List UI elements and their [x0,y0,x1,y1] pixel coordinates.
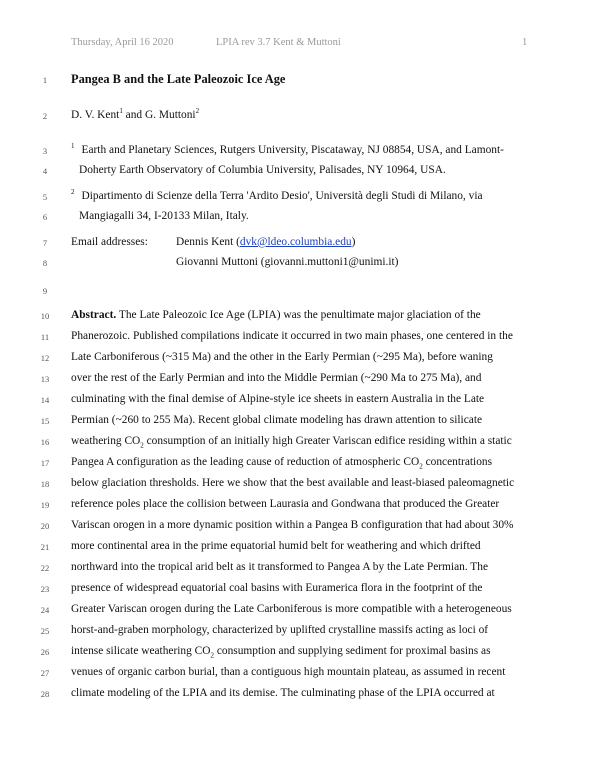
email-label: Email addresses: [71,236,148,248]
text-segment: Pangea A configuration as the leading cause of reduction of atmospheric CO [71,456,420,468]
line-number: 13 [40,374,50,384]
abstract-line: Phanerozoic. Published compilations indicate it occurred in two main phases, one centered in the [71,330,513,342]
affiliation-number: 1 [71,142,75,151]
affiliation-marker: 2 [195,107,200,116]
page-number: 1 [522,37,528,48]
header-doc-id: LPIA rev 3.7 Kent & Muttoni [216,37,341,48]
affiliation-marker: 1 [119,107,123,116]
line-number: 21 [40,542,50,552]
affiliation-text: Earth and Planetary Sciences, Rutgers University, Piscataway, NJ 08854, USA, and Lamont- [81,144,504,156]
line-number: 24 [40,605,50,615]
text-segment: weathering CO [71,435,141,447]
subscript: 2 [419,462,423,471]
abstract-line [71,308,481,322]
abstract-line: presence of widespread equatorial coal basins with Euramerica flora in the footprint of the [71,582,483,594]
text-segment: concentrations [422,456,493,468]
author-kent: D. V. Kent [71,109,120,121]
email-link[interactable]: dvk@ldeo.columbia.edu [239,236,352,248]
line-number: 23 [40,584,50,594]
abstract-line: reference poles place the collision between Laurasia and Gondwana that produced the Greater [71,498,500,510]
line-number: 9 [42,286,48,296]
line-number: 6 [42,212,48,222]
line-number: 17 [40,458,50,468]
line-number: 18 [40,479,50,489]
abstract-line [71,434,512,448]
line-number: 27 [40,668,50,678]
email-close: ) [351,236,356,248]
affiliation-number: 2 [71,188,75,197]
affiliation-text: Dipartimento di Scienze della Terra 'Ardito Desio', Università degli Studi di Milano, via [81,190,483,202]
line-number: 8 [42,258,48,268]
abstract-line: northward into the tropical arid belt as it transformed to Pangea A by the Late Permian. The [71,561,489,573]
abstract-heading: Abstract. [71,309,117,321]
subscript: 2 [210,651,214,660]
affiliation-1-cont: Doherty Earth Observatory of Columbia University, Palisades, NY 10964, USA. [79,164,446,176]
abstract-line: below glaciation thresholds. Here we show that the best available and least-biased paleomagnetic [71,477,515,489]
line-number: 4 [42,166,48,176]
abstract-line [71,644,491,658]
line-number: 25 [40,626,50,636]
abstract-line: horst-and-graben morphology, characterized by uplifted crystalline massifs acting as loci of [71,624,489,636]
affiliation-1 [71,143,504,157]
affiliation-2 [71,189,483,203]
line-number: 1 [42,75,48,85]
line-number: 22 [40,563,50,573]
text-segment: consumption of an initially high Greater Variscan edifice residing within a static [143,435,512,447]
abstract-line: Permian (~260 to 255 Ma). Recent global climate modeling has drawn attention to silicate [71,414,483,426]
paper-title: Pangea B and the Late Paleozoic Ice Age [71,72,286,86]
line-number: 3 [42,146,48,156]
email-kent [176,235,355,249]
subscript: 2 [140,441,144,450]
email-muttoni: Giovanni Muttoni (giovanni.muttoni1@unimi.it) [176,256,399,268]
header-date: Thursday, April 16 2020 [71,37,174,48]
abstract-line: venues of organic carbon burial, than a contiguous high mountain plateau, as assumed in recent [71,666,506,678]
email-name: Dennis Kent ( [176,236,240,248]
line-number: 14 [40,395,50,405]
abstract-line: Variscan orogen in a more dynamic position within a Pangea B configuration that had about 30% [71,519,514,531]
line-number: 20 [40,521,50,531]
line-number: 15 [40,416,50,426]
line-number: 12 [40,353,50,363]
line-number: 2 [42,111,48,121]
line-number: 10 [40,311,50,321]
line-number: 11 [40,332,50,342]
authors [71,108,199,122]
author-muttoni: and G. Muttoni [122,109,196,121]
text-segment: consumption and supplying sediment for proximal basins as [214,645,491,657]
abstract-line: climate modeling of the LPIA and its demise. The culminating phase of the LPIA occurred at [71,687,495,699]
abstract-line: over the rest of the Early Permian and into the Middle Permian (~290 Ma to 275 Ma), and [71,372,482,384]
line-number: 7 [42,238,48,248]
affiliation-2-cont: Mangiagalli 34, I-20133 Milan, Italy. [79,210,249,222]
line-number: 26 [40,647,50,657]
line-number: 5 [42,192,48,202]
abstract-line [71,455,492,469]
abstract-line: Greater Variscan orogen during the Late Carboniferous is more compatible with a heterogeneous [71,603,512,615]
text-segment: intense silicate weathering CO [71,645,211,657]
abstract-line: culminating with the final demise of Alpine-style ice sheets in eastern Australia in the Late [71,393,485,405]
abstract-text: The Late Paleozoic Ice Age (LPIA) was the penultimate major glaciation of the [116,309,481,321]
abstract-line: more continental area in the prime equatorial humid belt for weathering and which drifted [71,540,481,552]
abstract-line: Late Carboniferous (~315 Ma) and the other in the Early Permian (~295 Ma), before waning [71,351,493,363]
line-number: 16 [40,437,50,447]
line-number: 28 [40,689,50,699]
line-number: 19 [40,500,50,510]
